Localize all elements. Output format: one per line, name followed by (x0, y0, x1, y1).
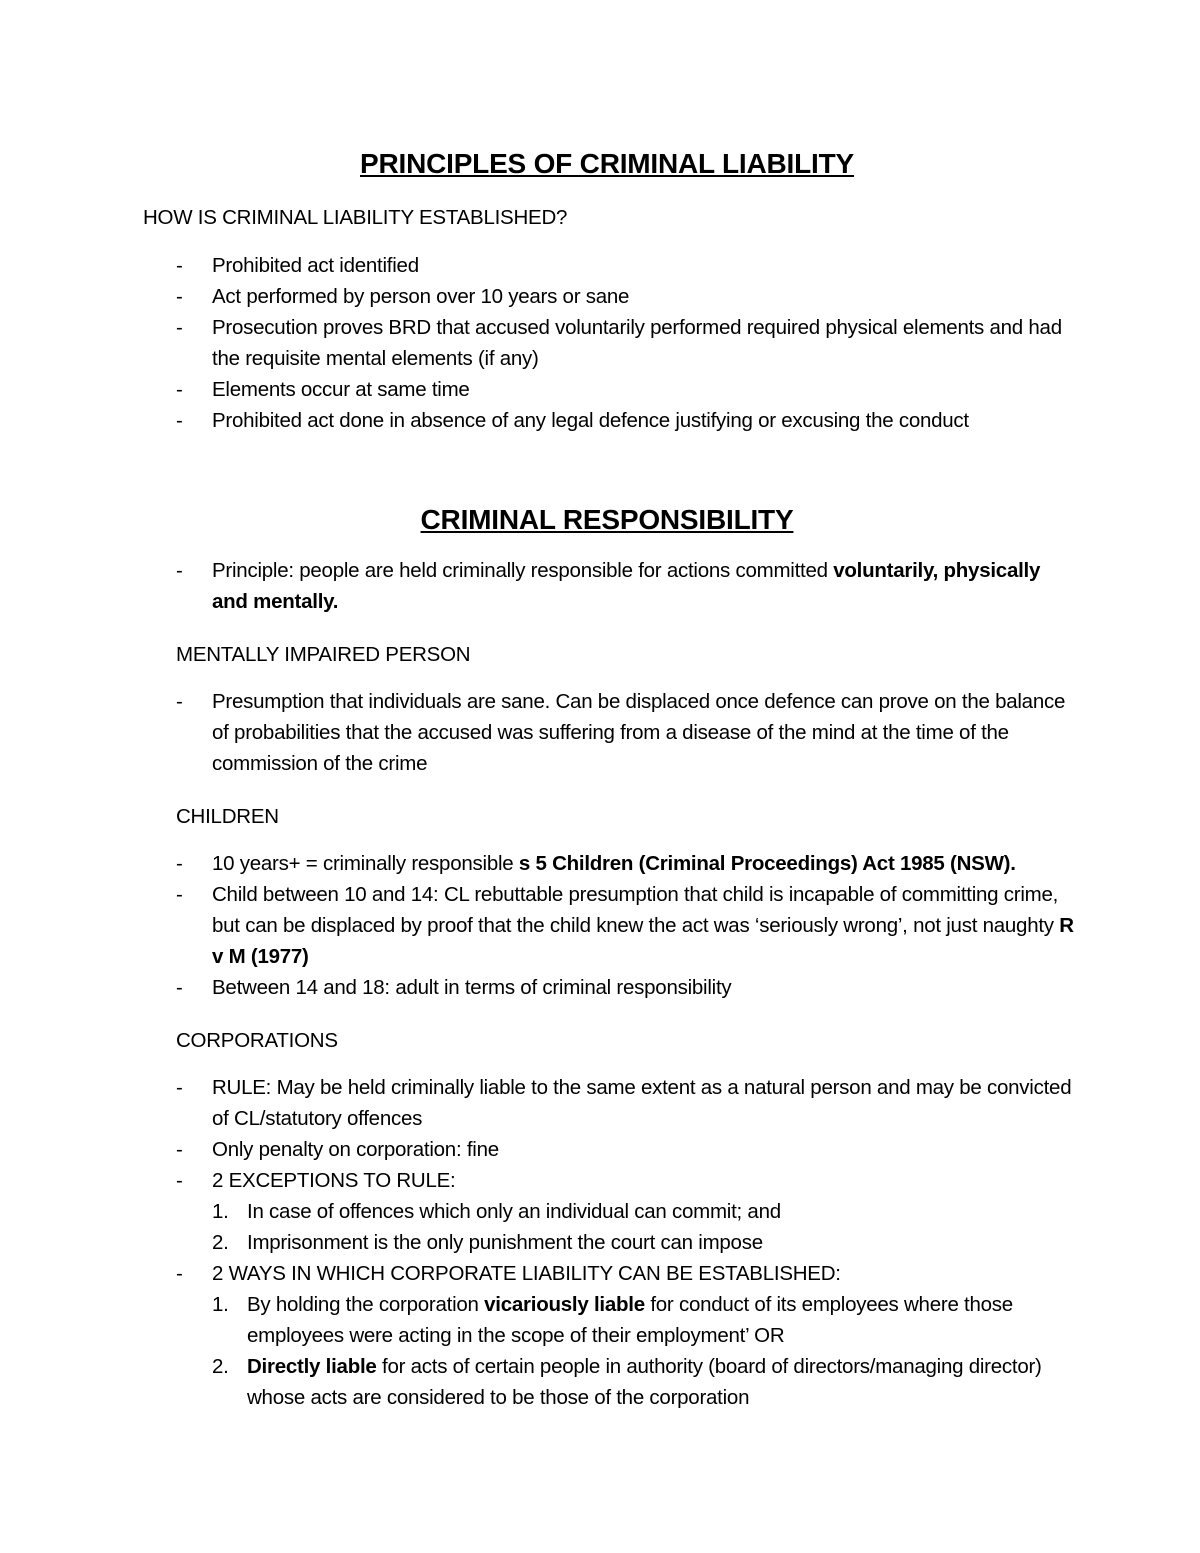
list-item (176, 879, 1076, 972)
corporations-list (176, 1072, 1076, 1413)
principle-list (176, 555, 1076, 617)
dash-bullet: - (176, 378, 183, 401)
list-item (176, 405, 1076, 436)
list-item-text: Only penalty on corporation: fine (212, 1138, 499, 1161)
numbered-item-text: In case of offences which only an individual can commit; and (247, 1200, 781, 1223)
principle-bold-text: voluntarily, physically and mentally. (212, 559, 1041, 613)
list-item-text: Act performed by person over 10 years or sane (212, 285, 630, 308)
dash-bullet: - (176, 254, 183, 277)
dash-bullet: - (176, 1138, 183, 1161)
ways-list (212, 1289, 1076, 1413)
liability-question-heading: HOW IS CRIMINAL LIABILITY ESTABLISHED? (143, 206, 568, 229)
statute-citation: s 5 Children (Criminal Proceedings) Act 1985 (NSW). (518, 852, 1016, 875)
children-list (176, 848, 1076, 1003)
principle-text: Principle: people are held criminally responsible for actions committed (212, 559, 834, 582)
list-item-text: 2 EXCEPTIONS TO RULE: (212, 1169, 456, 1192)
dash-bullet: - (176, 316, 183, 339)
list-item-text: Prosecution proves BRD that accused voluntarily performed required physical elements and had the requisite mental elements (if any) (212, 316, 1062, 370)
dash-bullet: - (176, 690, 183, 713)
item-number: 1. (212, 1293, 229, 1316)
exceptions-list (212, 1196, 1076, 1258)
dash-bullet: - (176, 976, 183, 999)
numbered-item-text: for conduct of its employees where those employees were acting in the scope of their employment’ OR (247, 1293, 1013, 1347)
list-item (176, 312, 1076, 374)
dash-bullet: - (176, 409, 183, 432)
list-item (176, 281, 1076, 312)
direct-liability-term: Directly liable (247, 1355, 377, 1378)
dash-bullet: - (176, 1262, 183, 1285)
numbered-item-text: Imprisonment is the only punishment the court can impose (247, 1231, 763, 1254)
list-item-text: Elements occur at same time (212, 378, 470, 401)
numbered-item (212, 1196, 1076, 1227)
list-item-text: Presumption that individuals are sane. Can be displaced once defence can prove on the balance of probabilities that the accused was suffering from a disease of the mind at the time of the commission of the crime (212, 690, 1066, 775)
list-item (176, 250, 1076, 281)
dash-bullet: - (176, 285, 183, 308)
list-item-text: Prohibited act done in absence of any legal defence justifying or excusing the conduct (212, 409, 969, 432)
list-item (176, 1165, 1076, 1258)
list-item-text: RULE: May be held criminally liable to the same extent as a natural person and may be convicted of CL/statutory offences (212, 1076, 1072, 1130)
case-citation: R v M (1977) (212, 914, 1074, 968)
list-item-text: Prohibited act identified (212, 254, 419, 277)
document-body (143, 146, 1076, 1413)
list-item (176, 686, 1076, 779)
item-number: 1. (212, 1200, 229, 1223)
dash-bullet: - (176, 1169, 183, 1192)
list-item-text: Between 14 and 18: adult in terms of criminal responsibility (212, 976, 732, 999)
item-number: 2. (212, 1355, 229, 1378)
liability-list (176, 250, 1076, 436)
numbered-item (212, 1289, 1076, 1351)
dash-bullet: - (176, 883, 183, 906)
list-item (176, 1072, 1076, 1134)
list-item (176, 374, 1076, 405)
list-item-text: 2 WAYS IN WHICH CORPORATE LIABILITY CAN BE ESTABLISHED: (212, 1262, 841, 1285)
dash-bullet: - (176, 1076, 183, 1099)
list-item-text: 10 years+ = criminally responsible (212, 852, 519, 875)
item-number: 2. (212, 1231, 229, 1254)
numbered-item-text: By holding the corporation (247, 1293, 485, 1316)
list-item-text: Child between 10 and 14: CL rebuttable presumption that child is incapable of committing crime, but can be displaced by proof that the child knew the act was ‘seriously wrong’, not just naughty (212, 883, 1060, 937)
dash-bullet: - (176, 852, 183, 875)
dash-bullet: - (176, 559, 183, 582)
numbered-item (212, 1227, 1076, 1258)
corporations-heading: CORPORATIONS (176, 1029, 338, 1052)
list-item (176, 848, 1076, 879)
children-heading: CHILDREN (176, 805, 279, 828)
list-item (176, 972, 1076, 1003)
section-title-criminal-responsibility: CRIMINAL RESPONSIBILITY (420, 504, 794, 535)
page-title: PRINCIPLES OF CRIMINAL LIABILITY (360, 148, 854, 179)
numbered-item (212, 1351, 1076, 1413)
list-item (176, 1258, 1076, 1413)
numbered-item-text: for acts of certain people in authority (board of directors/managing director) whose acts are considered to be those of the corporation (247, 1355, 1042, 1409)
list-item (176, 555, 1076, 617)
vicarious-liability-term: vicariously liable (484, 1293, 645, 1316)
mental-impairment-list (176, 686, 1076, 779)
list-item (176, 1134, 1076, 1165)
mental-impairment-heading: MENTALLY IMPAIRED PERSON (176, 643, 471, 666)
